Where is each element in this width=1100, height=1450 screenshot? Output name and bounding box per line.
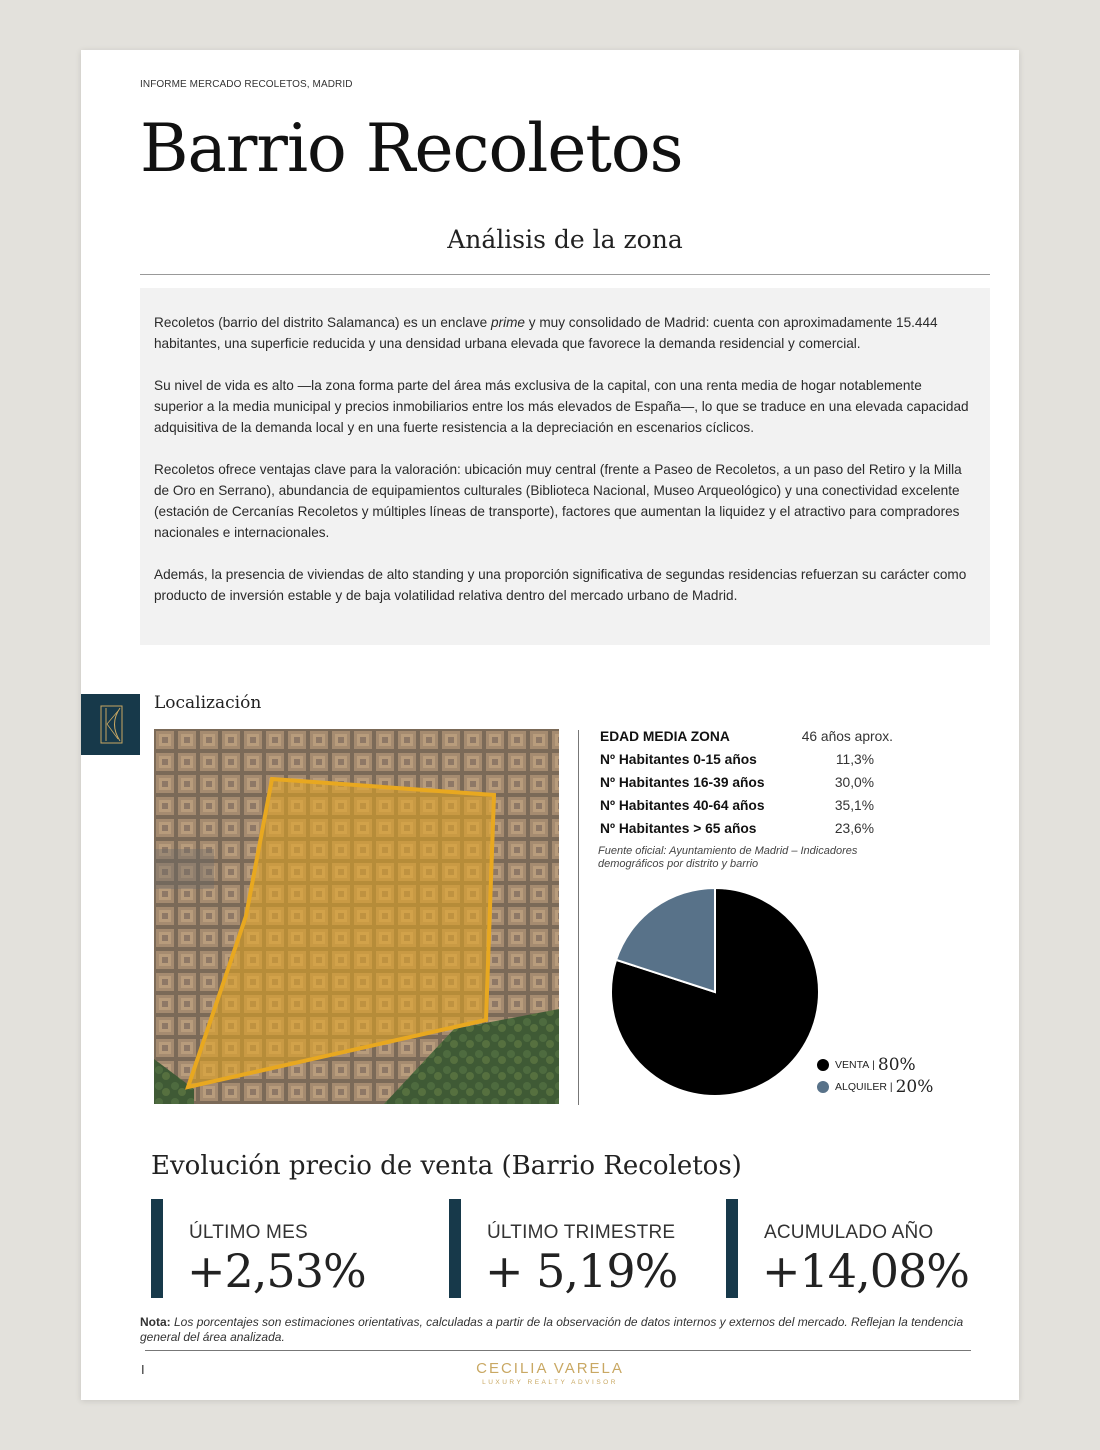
brand-tagline: LUXURY REALTY ADVISOR (482, 1379, 618, 1386)
tenure-pie-chart (609, 886, 821, 1098)
stat-row (600, 819, 900, 842)
legend-item-venta (817, 1055, 933, 1077)
disclaimer-note (140, 1315, 1000, 1345)
kpi-accent-bar (449, 1199, 461, 1298)
page-number: I (141, 1362, 145, 1377)
footer-divider (145, 1350, 971, 1351)
stat-row (600, 750, 900, 773)
data-source-note: Fuente oficial: Ayuntamiento de Madrid – Indicadores demográficos por distrito y barrio (598, 845, 858, 870)
legend-separator: | (886, 1081, 893, 1093)
page-title: Barrio Recoletos (140, 110, 683, 187)
intro-paragraph-1 (154, 312, 974, 354)
brand-logo-icon (81, 694, 140, 755)
intro-p1-end: y muy consolidado de Madrid: cuenta con aproximadamente 15.444 habitantes, una superficie reducida y una densidad urbana elevada que favorece la demanda residencial y comercial. (154, 315, 938, 351)
price-evolution-title: Evolución precio de venta (Barrio Recoletos) (151, 1151, 742, 1181)
legend-label-alquiler: ALQUILER (835, 1081, 887, 1093)
kpi-label: ACUMULADO AÑO (764, 1222, 934, 1243)
stat-label: Nº Habitantes 40-64 años (600, 798, 765, 813)
stat-label: Nº Habitantes > 65 años (600, 821, 757, 836)
legend-swatch-venta (817, 1059, 829, 1071)
kpi-value: + 5,19% (485, 1244, 678, 1298)
report-page (81, 50, 1019, 1400)
legend-separator: | (869, 1059, 875, 1071)
kpi-value: +14,08% (762, 1244, 969, 1298)
intro-p1-start: Recoletos (barrio del distrito Salamanca) es un enclave (154, 315, 491, 330)
stat-label: Nº Habitantes 16-39 años (600, 775, 765, 790)
header-divider (140, 274, 990, 275)
stat-value: 46 años aprox. (801, 729, 893, 744)
stat-value: 30,0% (834, 775, 874, 790)
note-text: Los porcentajes son estimaciones orientativas, calculadas a partir de la observación de datos internos y externos del mercado. Reflejan la tendencia general del área analizada. (140, 1315, 964, 1344)
legend-value-venta: 80% (877, 1055, 916, 1075)
kpi-accent-bar (151, 1199, 163, 1298)
stat-row (600, 727, 900, 750)
stat-row (600, 796, 900, 819)
aerial-map-image (154, 729, 559, 1104)
stat-label: Nº Habitantes 0-15 años (600, 752, 757, 767)
pie-legend (817, 1055, 933, 1099)
intro-text-box (140, 288, 990, 645)
report-label: INFORME MERCADO RECOLETOS, MADRID (140, 79, 353, 90)
kpi-label: ÚLTIMO MES (189, 1222, 308, 1243)
kpi-accent-bar (726, 1199, 738, 1298)
kpi-label: ÚLTIMO TRIMESTRE (487, 1222, 676, 1243)
kpi-value: +2,53% (187, 1244, 366, 1298)
stat-value: 11,3% (835, 752, 874, 767)
brand-name: CECILIA VARELA (476, 1360, 624, 1377)
stat-value: 23,6% (834, 821, 874, 836)
stat-label: EDAD MEDIA ZONA (600, 729, 730, 744)
demographics-table (600, 727, 900, 842)
stat-value: 35,1% (834, 798, 874, 813)
intro-p1-emphasis: prime (491, 315, 525, 330)
legend-item-alquiler (817, 1077, 933, 1099)
page-subtitle: Análisis de la zona (447, 225, 683, 254)
location-section-label: Localización (154, 693, 262, 713)
intro-paragraph-3: Recoletos ofrece ventajas clave para la valoración: ubicación muy central (frente a Paseo de Recoletos, a un paso del Retiro y la Milla de Oro en Serrano), abundancia de equipamientos culturales (Biblioteca Nacional, Museo Arqueológico) y una conectividad excelente (estación de Cercanías Recoletos y múltiples líneas de transporte), factores que aumentan la liquidez y el atractivo para compradores nacionales e internacionales. (154, 462, 962, 540)
intro-paragraph-2: Su nivel de vida es alto —la zona forma parte del área más exclusiva de la capital, con una renta media de hogar notablemente superior a la media municipal y precios inmobiliarios entre los más elevados de España—, lo que se traduce en una elevada capacidad adquisitiva de la demanda local y en una fuerte resistencia a la depreciación en escenarios cíclicos. (154, 378, 969, 435)
legend-swatch-alquiler (817, 1081, 829, 1093)
legend-value-alquiler: 20% (895, 1077, 934, 1097)
vertical-divider (578, 730, 579, 1105)
legend-label-venta: VENTA (835, 1059, 870, 1071)
stat-row (600, 773, 900, 796)
footer-brand (450, 1360, 650, 1386)
intro-paragraph-4: Además, la presencia de viviendas de alto standing y una proporción significativa de segundas residencias refuerzan su carácter como producto de inversión estable y de baja volatilidad relativa dentro del mercado urbano de Madrid. (154, 567, 967, 603)
note-label: Nota: (140, 1315, 171, 1329)
